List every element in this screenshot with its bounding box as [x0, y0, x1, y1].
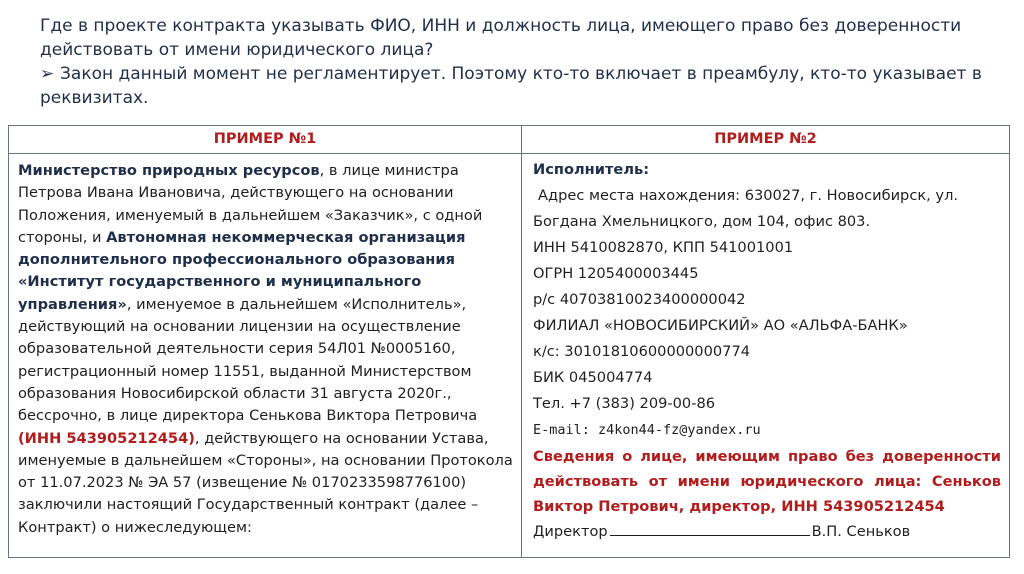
examples-table [8, 125, 1010, 558]
bank-name: ФИЛИАЛ «НОВОСИБИРСКИЙ» АО «АЛЬФА-БАНК» [533, 317, 908, 334]
example1-text-a: , в лице министра Петрова Ивана Ивановича, действующего на основании Положения, именуемый в дальнейшем «Заказчик», с одной стороны, и [18, 162, 483, 246]
example1-text-b: , именуемое в дальнейшем «Исполнитель», действующий на основании лицензии на осуществление образовательной деятельности серия 54Л01 №0005160, регистрационный номер 11551, выданной Министерством образования Новосибирской области 31 августа 2020г., бессрочно, в лице директора Сенькова Виктора Петровича [18, 295, 478, 425]
bank-account: р/с 40703810023400000042 [533, 291, 746, 308]
sign-name: В.П. Сеньков [811, 523, 911, 540]
arrow-bullet-icon: ➢ [40, 64, 55, 84]
sign-label: Директор [533, 523, 608, 540]
organization-name: Автономная некоммерческая организация дополнительного профессионального образования «Институт государственного и муниципального управления» [18, 228, 466, 313]
bik: БИК 045004774 [533, 369, 653, 386]
ogrn: ОГРН 1205400003445 [533, 265, 699, 282]
signature-line [533, 519, 1001, 545]
email: E-mail: z4kon44-fz@yandex.ru [533, 422, 761, 438]
example2-cell [522, 154, 1009, 558]
address-line-1: Адрес места нахождения: 630027, г. Новосибирск, ул. [538, 187, 959, 204]
signature-underline [610, 522, 810, 536]
example1-cell [9, 154, 522, 558]
inn-kpp: ИНН 5410082870, КПП 541001001 [533, 239, 794, 256]
table-body [9, 154, 1009, 558]
director-inn: (ИНН 543905212454) [18, 429, 195, 447]
example1-text-c: , действующего на основании Устава, именуемые в дальнейшем «Стороны», на основании Протокола от 11.07.2023 № ЭА 57 (извещение № 0170233598776100) заключили настоящий Государственный контракт (далее – Контракт) о нижеследующем: [18, 429, 513, 536]
phone: Тел. +7 (383) 209-00-86 [533, 395, 716, 412]
executor-title: Исполнитель: [533, 161, 650, 178]
ministry-name: Министерство природных ресурсов [18, 162, 320, 179]
answer-text [40, 62, 1000, 110]
answer-body: Закон данный момент не регламентирует. Поэтому кто-то включает в преамбулу, кто-то указывает в реквизитах. [40, 64, 982, 108]
authorized-person-note: Сведения о лице, имеющим право без доверенности действовать от имени юридического лица: Сеньков Виктор Петрович, директор, ИНН 543905212454 [533, 448, 1001, 515]
table-header [9, 126, 1009, 154]
col2-header: ПРИМЕР №2 [714, 131, 817, 147]
address-line-2: Богдана Хмельницкого, дом 104, офис 803. [533, 213, 871, 230]
corr-account: к/с: 30101810600000000774 [533, 343, 751, 360]
question-text: Где в проекте контракта указывать ФИО, ИНН и должность лица, имеющего право без доверенности действовать от имени юридического лица? [40, 16, 962, 60]
slide-header [40, 14, 1000, 110]
col1-header: ПРИМЕР №1 [9, 126, 522, 153]
